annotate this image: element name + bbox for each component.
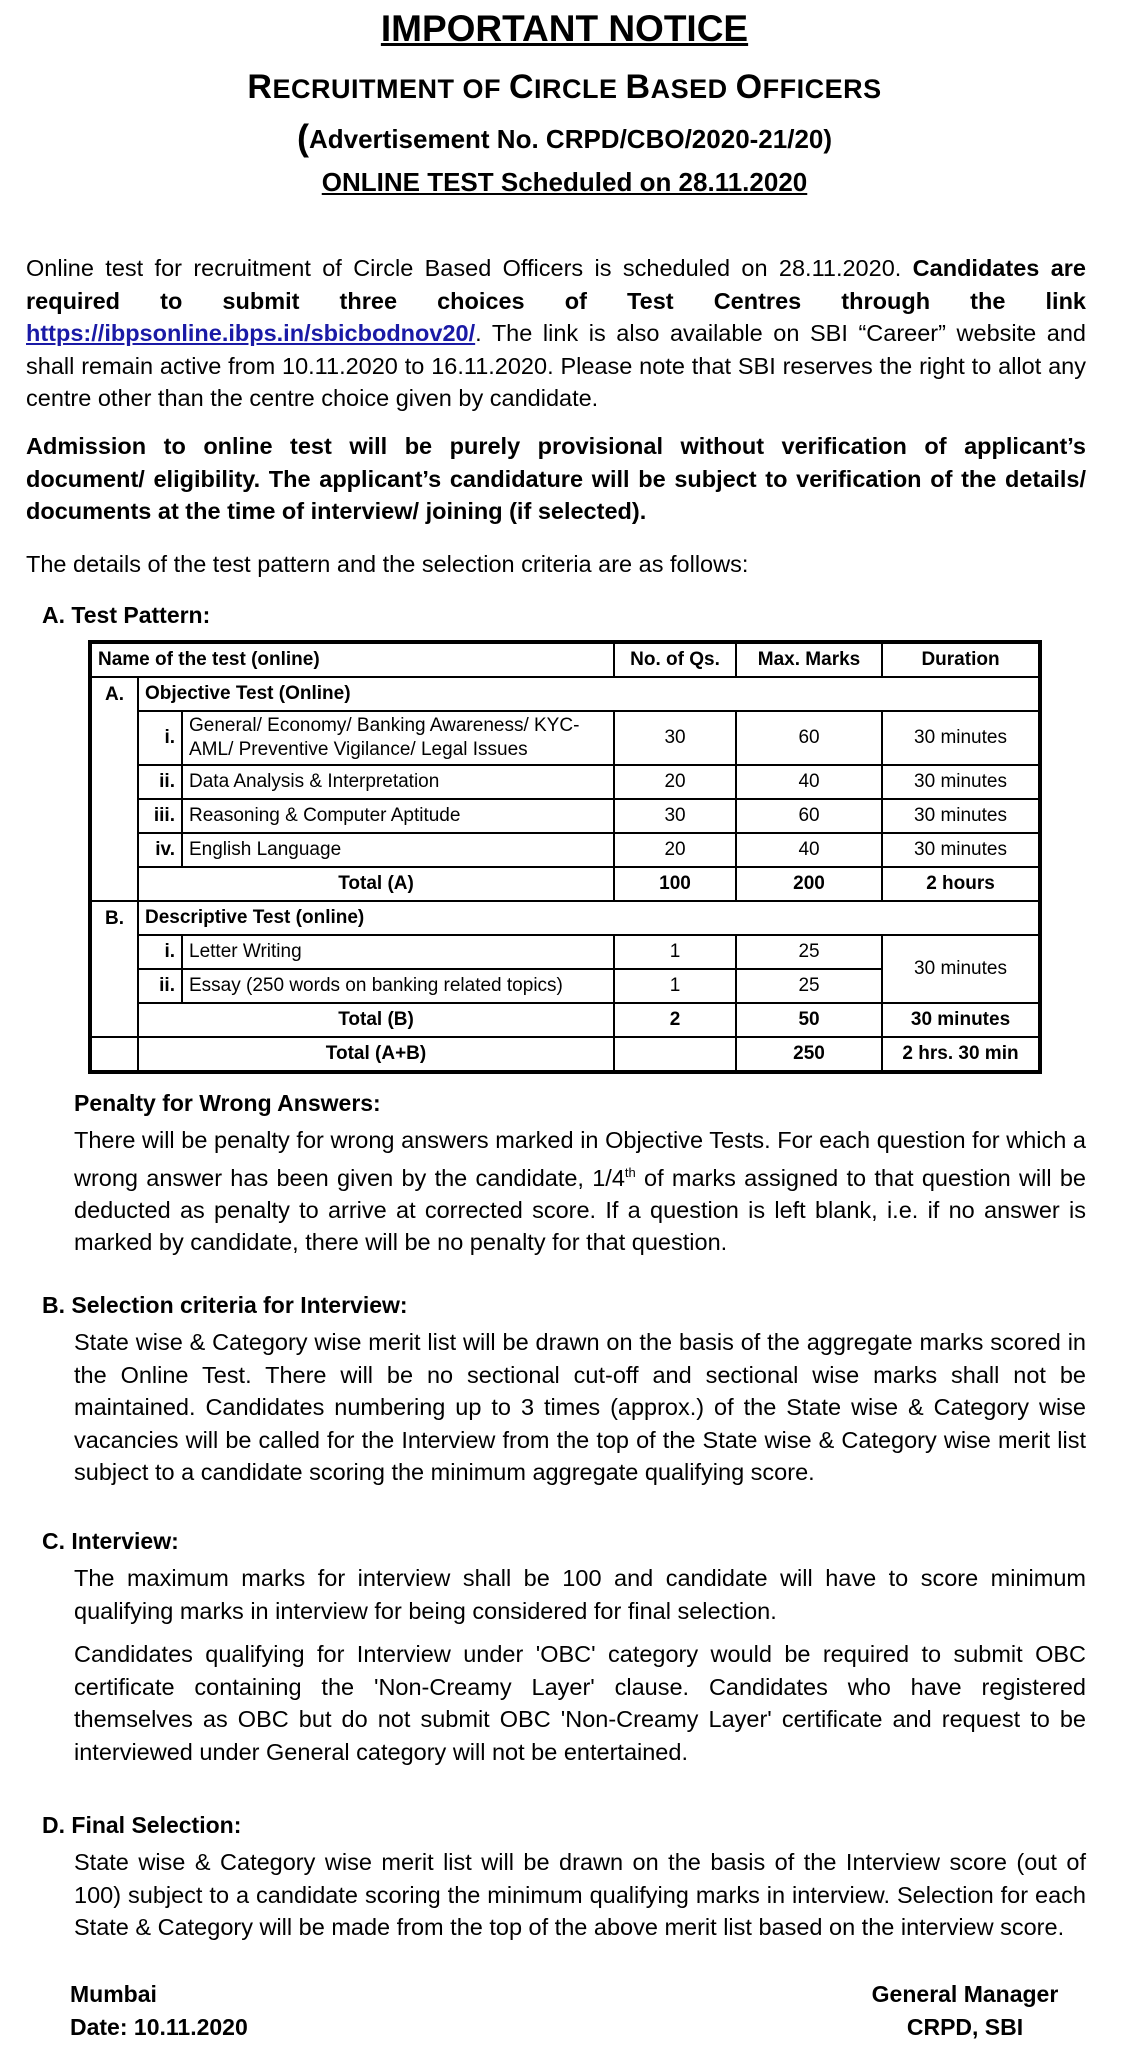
- questions: 1: [614, 969, 736, 1003]
- total-b-row: [90, 1003, 1040, 1037]
- details-intro: The details of the test pattern and the selection criteria are as follows:: [26, 551, 749, 577]
- descriptive-duration: 30 minutes: [882, 935, 1040, 1003]
- test-name: Reasoning & Computer Aptitude: [182, 799, 614, 833]
- row-number: i.: [138, 711, 182, 765]
- section-b-text: State wise & Category wise merit list will be drawn on the basis of the aggregate marks scored in the Online Test. There will be no sectional cut-off and sectional wise marks shall not be maintained. Candidates numbering up to 3 times (approx.) of the State wise & Category wise vacancies will be called for the Interview from the top of the State wise & Category wise merit list subject to a candidate scoring the minimum aggregate qualifying score.: [74, 1329, 1086, 1485]
- questions: 20: [614, 765, 736, 799]
- test-pattern-table: [88, 640, 1042, 1074]
- footer-left: [70, 1978, 248, 2044]
- advertisement-number: (Advertisement No. CRPD/CBO/2020-21/20): [296, 117, 833, 158]
- total-a-marks: 200: [736, 867, 882, 901]
- total-a-row: [90, 867, 1040, 901]
- group-b-letter: B.: [90, 901, 138, 935]
- max-marks: 60: [736, 799, 882, 833]
- test-name: English Language: [182, 833, 614, 867]
- table-row: [90, 765, 1040, 799]
- total-ab-marks: 250: [736, 1037, 882, 1072]
- duration: 30 minutes: [882, 833, 1040, 867]
- duration: 30 minutes: [882, 765, 1040, 799]
- department: CRPD, SBI: [906, 2014, 1024, 2040]
- table-header-row: [90, 642, 1040, 677]
- table-row: [90, 799, 1040, 833]
- group-a-row: [90, 677, 1040, 711]
- place: Mumbai: [70, 1981, 157, 2007]
- questions: 30: [614, 799, 736, 833]
- section-a-heading: A. Test Pattern:: [42, 602, 211, 628]
- questions: 1: [614, 935, 736, 969]
- header-test-name: Name of the test (online): [90, 642, 614, 677]
- total-ab-duration: 2 hrs. 30 min: [882, 1037, 1040, 1072]
- group-b-title: Descriptive Test (online): [138, 901, 1040, 935]
- test-name: Data Analysis & Interpretation: [182, 765, 614, 799]
- row-number: ii.: [138, 969, 182, 1003]
- questions: 30: [614, 711, 736, 765]
- total-ab-questions: [614, 1037, 736, 1072]
- test-name: Essay (250 words on banking related topics): [182, 969, 614, 1003]
- duration: 30 minutes: [882, 711, 1040, 765]
- admission-note: Admission to online test will be purely provisional without verification of applicant’s document/ eligibility. The applicant’s candidature will be subject to verification of the details/ documents at the time of interview/ joining (if selected).: [26, 433, 1086, 524]
- row-number: iii.: [138, 799, 182, 833]
- penalty-heading: Penalty for Wrong Answers:: [74, 1090, 381, 1116]
- row-number: ii.: [138, 765, 182, 799]
- total-b-label: Total (B): [138, 1003, 614, 1037]
- section-c-text2: Candidates qualifying for Interview under 'OBC' category would be required to submit OBC certificate containing the 'Non-Creamy Layer' clause. Candidates who have registered themselves as OBC but do not submit OBC 'Non-Creamy Layer' certificate and request to be interviewed under General category will not be entertained.: [74, 1641, 1086, 1765]
- max-marks: 40: [736, 833, 882, 867]
- registration-link[interactable]: https://ibpsonline.ibps.in/sbicbodnov20/: [26, 320, 476, 346]
- test-name: Letter Writing: [182, 935, 614, 969]
- footer-right: [840, 1978, 1090, 2044]
- max-marks: 60: [736, 711, 882, 765]
- recruitment-title: RECRUITMENT OF CIRCLE BASED OFFICERS: [247, 68, 882, 106]
- group-b-row: [90, 901, 1040, 935]
- intro-paragraph: Online test for recruitment of Circle Based Officers is scheduled on 28.11.2020. Candidates are required to submit three choices of Test Centres through the link https://ibpsonline.ibps.in/sbicbodnov20/. The link is also available on SBI “Career” website and shall remain active from 10.11.2020 to 16.11.2020. Please note that SBI reserves the right to allot any centre other than the centre choice given by candidate.: [26, 255, 1086, 411]
- test-name: General/ Economy/ Banking Awareness/ KYC-AML/ Preventive Vigilance/ Legal Issues: [182, 711, 614, 765]
- duration: 30 minutes: [882, 799, 1040, 833]
- section-c-text1: The maximum marks for interview shall be 100 and candidate will have to score minimum qualifying marks in interview for being considered for final selection.: [74, 1565, 1086, 1624]
- group-a-title: Objective Test (Online): [138, 677, 1040, 711]
- notice-date: Date: 10.11.2020: [70, 2014, 248, 2040]
- section-c-heading: C. Interview:: [42, 1528, 179, 1554]
- total-ab-row: [90, 1037, 1040, 1072]
- group-a-letter: A.: [90, 677, 138, 711]
- header-duration: Duration: [882, 642, 1040, 677]
- section-d-heading: D. Final Selection:: [42, 1812, 242, 1838]
- row-number: iv.: [138, 833, 182, 867]
- total-b-questions: 2: [614, 1003, 736, 1037]
- total-b-marks: 50: [736, 1003, 882, 1037]
- header-max-marks: Max. Marks: [736, 642, 882, 677]
- total-a-questions: 100: [614, 867, 736, 901]
- total-a-duration: 2 hours: [882, 867, 1040, 901]
- test-schedule-heading: ONLINE TEST Scheduled on 28.11.2020: [321, 167, 808, 197]
- questions: 20: [614, 833, 736, 867]
- max-marks: 40: [736, 765, 882, 799]
- table-row: [90, 711, 1040, 765]
- total-a-label: Total (A): [138, 867, 614, 901]
- notice-title: IMPORTANT NOTICE: [380, 8, 749, 49]
- table-row: [90, 833, 1040, 867]
- header-questions: No. of Qs.: [614, 642, 736, 677]
- max-marks: 25: [736, 969, 882, 1003]
- penalty-text: There will be penalty for wrong answers marked in Objective Tests. For each question for which a wrong answer has been given by the candidate, 1/4th of marks assigned to that question will be deducted as penalty to arrive at corrected score. If a question is left blank, i.e. if no answer is marked by candidate, there will be no penalty for that question.: [74, 1127, 1086, 1256]
- section-b-heading: B. Selection criteria for Interview:: [42, 1292, 408, 1318]
- max-marks: 25: [736, 935, 882, 969]
- total-ab-label: Total (A+B): [138, 1037, 614, 1072]
- table-row: [90, 935, 1040, 969]
- total-b-duration: 30 minutes: [882, 1003, 1040, 1037]
- section-d-text: State wise & Category wise merit list will be drawn on the basis of the Interview score (out of 100) subject to a candidate scoring the minimum qualifying marks in interview. Selection for each State & Category will be made from the top of the above merit list based on the interview score.: [74, 1849, 1086, 1940]
- row-number: i.: [138, 935, 182, 969]
- designation: General Manager: [871, 1981, 1059, 2007]
